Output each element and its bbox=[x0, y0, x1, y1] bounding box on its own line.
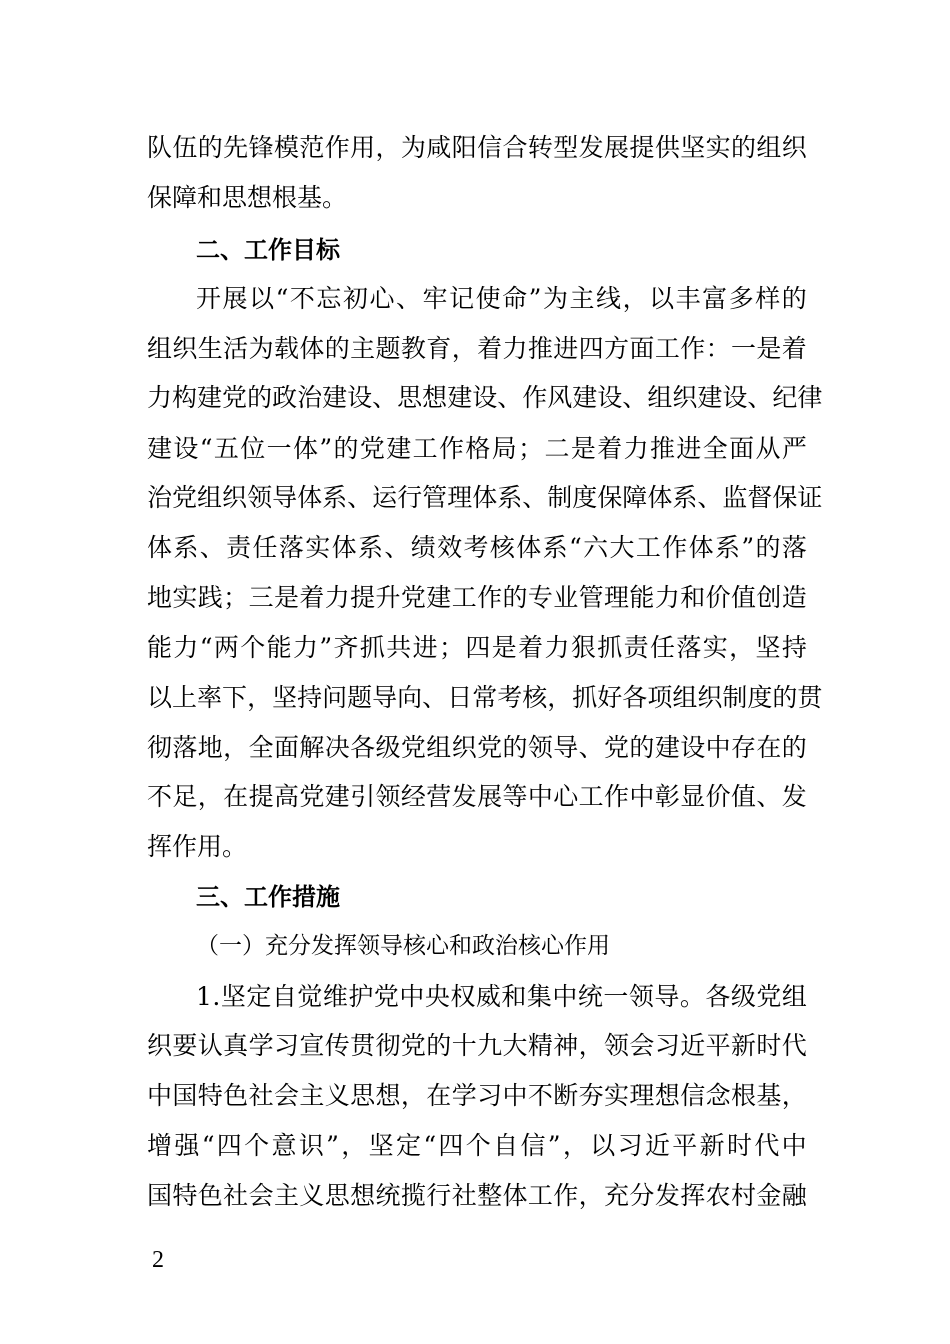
body-text-line: 彻 落 地 ， 全 面 解 决 各 级 党 组 织 党 的 领 导 、 党 的 建 设 中 存 在 的 bbox=[147, 733, 807, 762]
body-text-line: 能 力 “ 两 个 能 力 ” 齐 抓 共 进 ； 四 是 着 力 狠 抓 责 任 落 实 ， 坚 持 bbox=[147, 633, 807, 662]
body-text-line: 队 伍 的 先 锋 模 范 作 用 ， 为 咸 阳 信 合 转 型 发 展 提 供 坚 实 的 组 织 bbox=[147, 133, 807, 162]
body-text-line: 力 构 建 党 的 政 治 建 设 、 思 想 建 设 、 作 风 建 设 、 组 织 建 设 、 纪 律 bbox=[147, 383, 823, 412]
body-text-line: 挥作用。 bbox=[147, 832, 248, 861]
body-text-line: 体 系 、 责 任 落 实 体 系 、 绩 效 考 核 体 系 “ 六 大 工 作 体 系 ” 的 落 bbox=[147, 533, 807, 562]
body-text-line: 保障和思想根基。 bbox=[147, 183, 348, 212]
page-number: 2 bbox=[152, 1247, 164, 1273]
body-text-line: 织 要 认 真 学 习 宣 传 贯 彻 党 的 十 九 大 精 神 ， 领 会 习 近 平 新 时 代 bbox=[147, 1031, 807, 1060]
subsection-heading: （一）充分发挥领导核心和政治核心作用 bbox=[196, 933, 610, 959]
body-text-line: 组 织 生 活 为 载 体 的 主 题 教 育 ， 着 力 推 进 四 方 面 工 作 ： 一 是 着 bbox=[147, 334, 807, 363]
body-text-line: 地 实 践 ； 三 是 着 力 提 升 党 建 工 作 的 专 业 管 理 能 力 和 价 值 创 造 bbox=[147, 583, 807, 612]
body-text-line: 以 上 率 下 ， 坚 持 问 题 导 向 、 日 常 考 核 ， 抓 好 各 项 组 织 制 度 的 贯 bbox=[147, 683, 823, 712]
section-heading: 二、工作目标 bbox=[196, 236, 340, 264]
body-text-line: 不 足 ， 在 提 高 党 建 引 领 经 营 发 展 等 中 心 工 作 中 彰 显 价 值 、 发 bbox=[147, 782, 807, 811]
body-text-line: 建 设 “ 五 位 一 体 ” 的 党 建 工 作 格 局 ； 二 是 着 力 推 进 全 面 从 严 bbox=[147, 434, 807, 463]
section-heading: 三、工作措施 bbox=[196, 883, 340, 911]
body-text-line: 治 党 组 织 领 导 体 系 、 运 行 管 理 体 系 、 制 度 保 障 体 系 、 监 督 保 证 bbox=[147, 483, 823, 512]
body-text-line: 增 强 “ 四 个 意 识 ” ， 坚 定 “ 四 个 自 信 ” ， 以 习 近 平 新 时 代 中 bbox=[147, 1131, 807, 1160]
body-text-line: 1 . 坚 定 自 觉 维 护 党 中 央 权 威 和 集 中 统 一 领 导 。 各 级 党 组 bbox=[196, 982, 807, 1011]
body-text-line: 开 展 以 “ 不 忘 初 心 、 牢 记 使 命 ” 为 主 线 ， 以 丰 富 多 样 的 bbox=[196, 284, 807, 313]
body-text-line: 国 特 色 社 会 主 义 思 想 统 揽 行 社 整 体 工 作 ， 充 分 发 挥 农 村 金 融 bbox=[147, 1181, 807, 1210]
body-text-line: 中 国 特 色 社 会 主 义 思 想 ， 在 学 习 中 不 断 夯 实 理 想 信 念 根 基 ， bbox=[147, 1081, 807, 1110]
